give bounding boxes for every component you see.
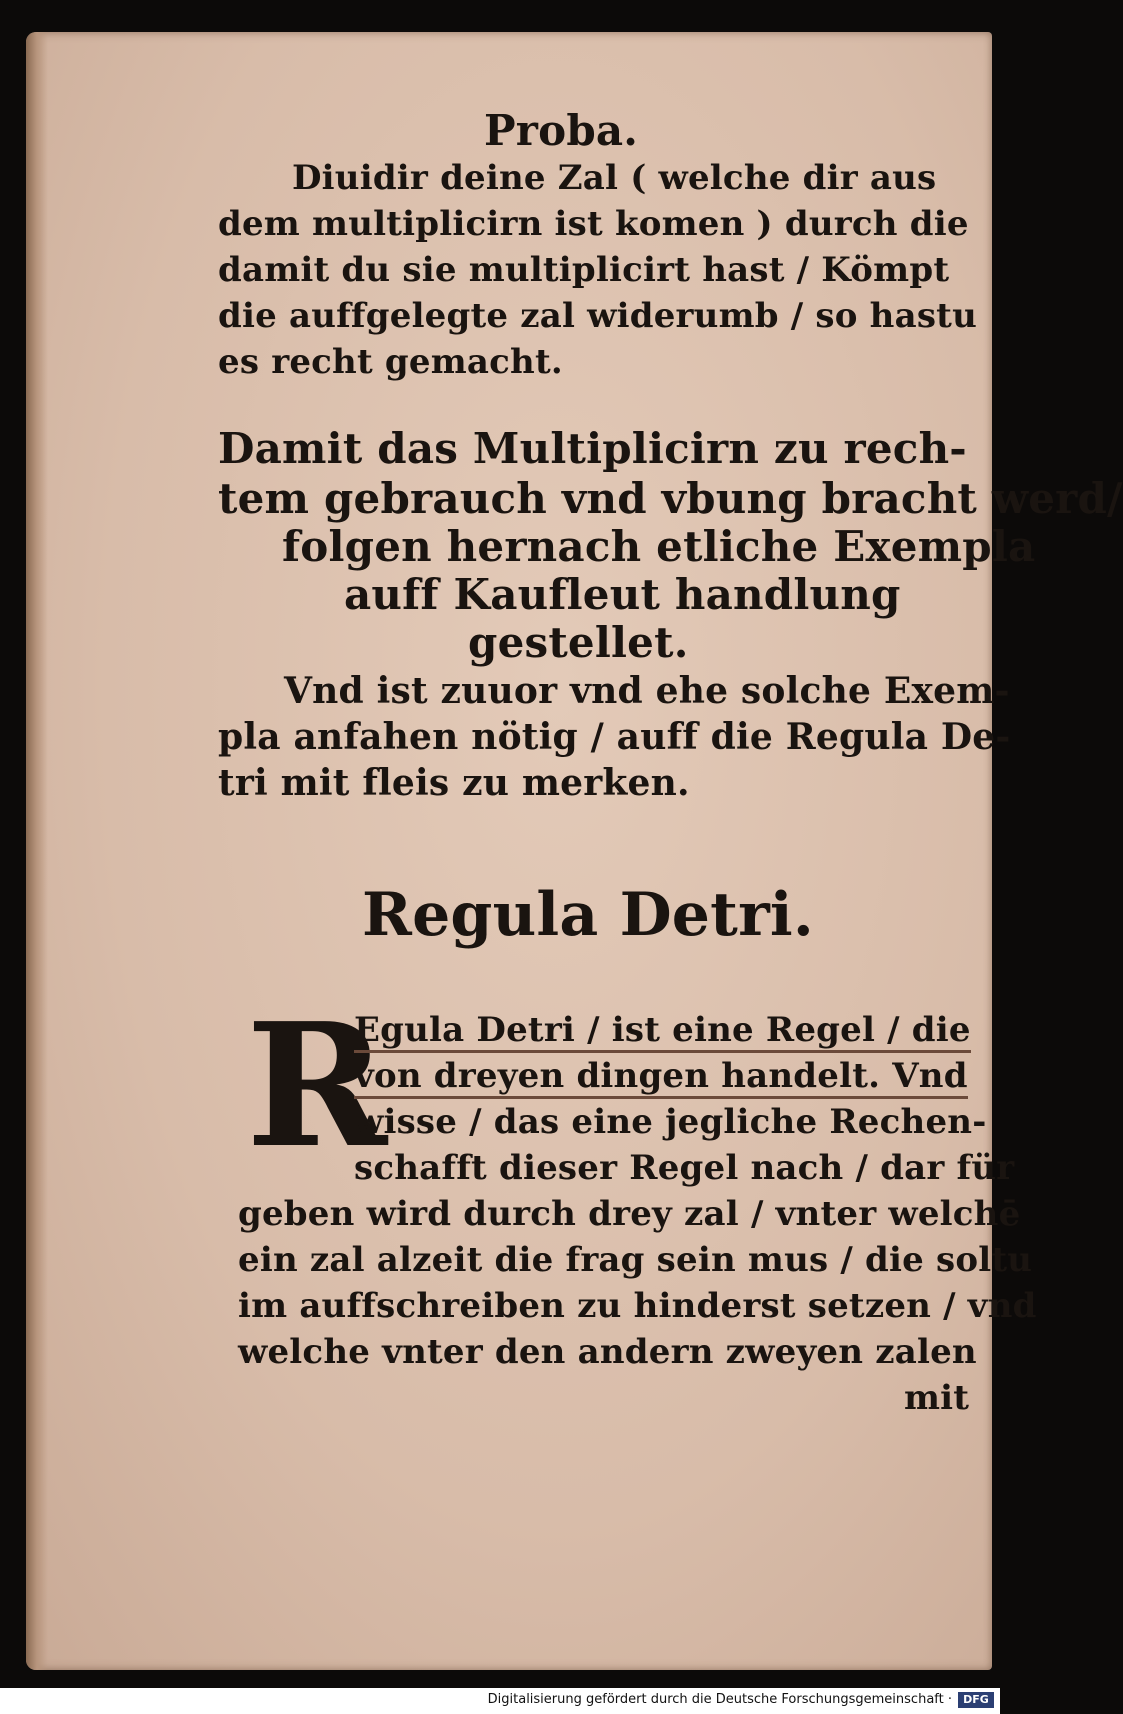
paragraph3-line: ein zal alzeit die frag sein mus / die soltu	[238, 1240, 1033, 1280]
paragraph1-line: es recht gemacht.	[218, 342, 563, 382]
paragraph3-line: im auffschreiben zu hinderst setzen / vnd	[238, 1286, 1037, 1326]
heading-line: auff Kaufleut handlung	[344, 570, 901, 619]
paragraph3-line: welche vnter den andern zweyen zalen	[238, 1332, 977, 1372]
running-head: Proba.	[484, 106, 639, 155]
paragraph1-line: Diuidir deine Zal ( welche dir aus	[292, 158, 937, 198]
paragraph1-line: die auffgelegte zal widerumb / so hastu	[218, 296, 977, 336]
paragraph3-line: schafft dieser Regel nach / dar für	[354, 1148, 1015, 1188]
paragraph1-line: dem multiplicirn ist komen ) durch die	[218, 204, 969, 244]
paragraph3-line: von dreyen dingen handelt. Vnd	[354, 1056, 968, 1096]
decorated-initial: R	[246, 986, 388, 1186]
heading-line: Damit das Multiplicirn zu rech-	[218, 424, 967, 473]
paragraph3-line: geben wird durch drey zal / vnter welchē	[238, 1194, 1021, 1234]
paragraph3-line: Egula Detri / ist eine Regel / die	[354, 1010, 971, 1050]
heading-line: gestellet.	[468, 618, 689, 667]
heading-line: folgen hernach etliche Exempla	[282, 522, 1036, 571]
paragraph2-line: tri mit fleis zu merken.	[218, 762, 690, 804]
footer-credit: Digitalisierung gefördert durch die Deutsche Forschungsgemeinschaft ·	[487, 1692, 952, 1707]
catchword: mit	[904, 1378, 970, 1418]
footer-bar	[0, 1688, 1000, 1714]
paragraph3-line: wisse / das eine jegliche Rechen-	[354, 1102, 987, 1142]
paragraph2-line: Vnd ist zuuor vnd ehe solche Exem-	[284, 670, 1010, 712]
paragraph1-line: damit du sie multiplicirt hast / Kömpt	[218, 250, 950, 290]
dfg-logo: DFG	[958, 1692, 994, 1708]
heading-line: tem gebrauch vnd vbung bracht werd/	[218, 474, 1123, 523]
paragraph2-line: pla anfahen nötig / auff die Regula De-	[218, 716, 1011, 758]
section-title: Regula Detri.	[362, 880, 814, 950]
